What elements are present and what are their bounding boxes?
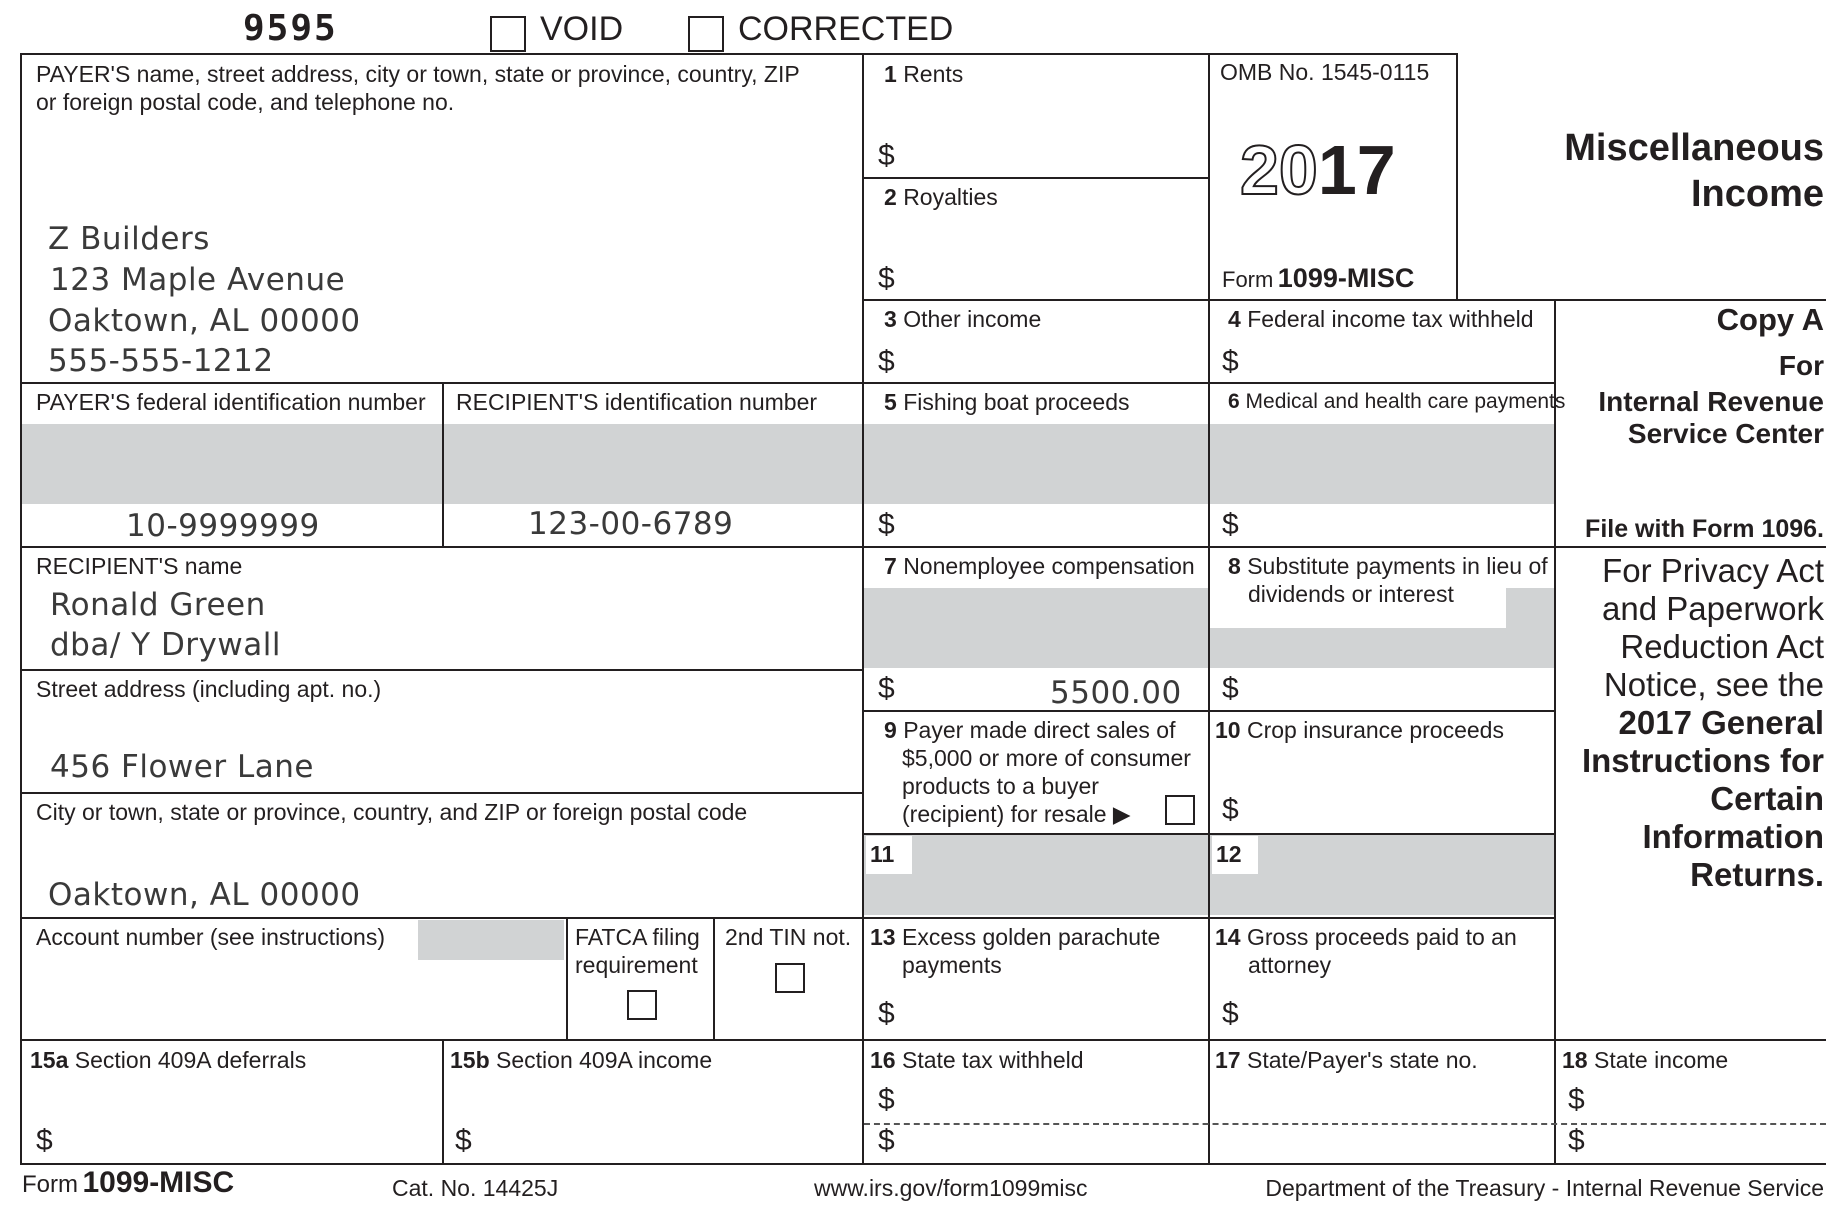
- grid-line: [20, 546, 1826, 548]
- privacy-line: Certain: [1710, 780, 1824, 817]
- privacy-line: Instructions for: [1581, 742, 1824, 779]
- copy-irs-line1: Internal Revenue: [1598, 386, 1824, 417]
- box16-label: 16 State tax withheld: [870, 1047, 1084, 1073]
- void-checkbox[interactable]: [490, 16, 526, 52]
- grid-line: [20, 53, 1458, 55]
- payer-tin: 10-9999999: [126, 508, 320, 544]
- privacy-line: 2017 General: [1618, 704, 1824, 741]
- box9-label-4: (recipient) for resale ▶: [902, 801, 1131, 827]
- payer-label-line2: or foreign postal code, and telephone no.: [36, 89, 455, 115]
- form-title-line2: Income: [1690, 173, 1824, 215]
- box7-dollar: $: [878, 672, 895, 705]
- grid-line: [713, 917, 715, 1039]
- box18-label: 18 State income: [1562, 1047, 1729, 1073]
- tax-year: [1240, 130, 1396, 210]
- payer-tin-shade: [22, 424, 442, 504]
- privacy-line: Notice, see the: [1603, 666, 1824, 703]
- box8-shade: [1210, 628, 1554, 668]
- box6-label: 6 Medical and health care payments: [1228, 390, 1566, 413]
- box4-dollar: $: [1222, 345, 1239, 378]
- box15b-dollar: $: [455, 1124, 472, 1157]
- box6-shade: [1210, 424, 1554, 504]
- account-shade: [418, 920, 564, 960]
- privacy-notice: [1582, 552, 1824, 894]
- box14-dollar: $: [1222, 997, 1239, 1030]
- copy-irs-line2: Service Center: [1627, 418, 1824, 449]
- privacy-line: and Paperwork: [1602, 590, 1824, 627]
- box17-label: 17 State/Payer's state no.: [1215, 1047, 1478, 1073]
- box12-label: 12: [1216, 841, 1242, 867]
- box3-label: 3 Other income: [884, 306, 1042, 332]
- file-with: File with Form 1096.: [1585, 515, 1824, 543]
- box9-label: 9 Payer made direct sales of: [884, 717, 1176, 743]
- grid-line: [1456, 53, 1458, 299]
- box8-shade-right: [1506, 588, 1554, 628]
- tax-year-outline: 20: [1240, 131, 1318, 209]
- fatca-checkbox[interactable]: [627, 990, 657, 1020]
- tax-year-bold: 17: [1317, 131, 1396, 209]
- box4-label: 4 Federal income tax withheld: [1228, 306, 1534, 332]
- box16-dollar: $: [878, 1083, 895, 1116]
- box5-shade: [864, 424, 1208, 504]
- box15a-dollar: $: [36, 1124, 53, 1157]
- street-label: Street address (including apt. no.): [36, 676, 382, 702]
- corrected-checkbox[interactable]: [688, 16, 724, 52]
- box7-amount: 5500.00: [1050, 675, 1182, 711]
- recipient-city: Oaktown, AL 00000: [48, 877, 361, 913]
- box11-label: 11: [870, 841, 895, 867]
- privacy-line: Reduction Act: [1620, 628, 1824, 665]
- box8-dollar: $: [1222, 672, 1239, 705]
- box14-label: 14 Gross proceeds paid to an: [1215, 924, 1517, 950]
- box9-checkbox[interactable]: [1165, 795, 1195, 825]
- box10-label: 10 Crop insurance proceeds: [1215, 717, 1504, 743]
- box7-label: 7 Nonemployee compensation: [884, 553, 1195, 579]
- box16-dollar-2: $: [878, 1124, 895, 1157]
- box2-label: 2 Royalties: [884, 184, 998, 210]
- box9-label-2: $5,000 or more of consumer: [902, 745, 1191, 771]
- recipient-tin-shade: [444, 424, 862, 504]
- payer-phone: 555-555-1212: [48, 343, 274, 379]
- box8-label-2: dividends or interest: [1248, 581, 1454, 607]
- box13-dollar: $: [878, 997, 895, 1030]
- recipient-street: 456 Flower Lane: [50, 749, 314, 785]
- payer-city: Oaktown, AL 00000: [48, 303, 361, 339]
- grid-line: [862, 53, 864, 1165]
- footer-cat-no: Cat. No. 14425J: [392, 1175, 559, 1201]
- privacy-line: Information: [1642, 818, 1824, 855]
- box8-label: 8 Substitute payments in lieu of: [1228, 553, 1548, 579]
- box15b-label: 15b Section 409A income: [450, 1047, 713, 1073]
- box18-dollar-2: $: [1568, 1124, 1585, 1157]
- grid-line: [442, 382, 444, 546]
- omb-number: OMB No. 1545-0115: [1220, 59, 1430, 85]
- box13-label-2: payments: [902, 952, 1002, 978]
- grid-line: [20, 53, 22, 1165]
- second-tin-label: 2nd TIN not.: [725, 924, 852, 950]
- box2-dollar: $: [878, 262, 895, 295]
- grid-line: [566, 917, 568, 1039]
- second-tin-checkbox[interactable]: [775, 963, 805, 993]
- box10-dollar: $: [1222, 793, 1239, 826]
- void-label: VOID: [540, 10, 624, 48]
- box11-shade: [864, 835, 1208, 915]
- fatca-label-2: requirement: [575, 952, 698, 978]
- privacy-line: Returns.: [1690, 856, 1824, 893]
- box5-label: 5 Fishing boat proceeds: [884, 389, 1130, 415]
- grid-line: [862, 833, 1556, 835]
- omb-form-name: Form 1099-MISC: [1222, 263, 1415, 293]
- footer-url: www.irs.gov/form1099misc: [814, 1175, 1088, 1201]
- box18-dollar: $: [1568, 1083, 1585, 1116]
- city-label: City or town, state or province, country, and ZIP or foreign postal code: [36, 799, 748, 825]
- form-title: Miscellaneous: [1564, 127, 1824, 169]
- box7-shade: [864, 588, 1208, 668]
- grid-line: [1208, 53, 1210, 1165]
- corrected-label: CORRECTED: [738, 10, 954, 48]
- grid-line: [862, 710, 1556, 712]
- privacy-line: For Privacy Act: [1602, 552, 1824, 589]
- grid-line: [862, 299, 1826, 301]
- box14-label-2: attorney: [1248, 952, 1332, 978]
- grid-line: [20, 917, 1556, 919]
- box1-dollar: $: [878, 139, 895, 172]
- box6-dollar: $: [1222, 508, 1239, 541]
- footer-dept: Department of the Treasury - Internal Revenue Service: [1265, 1175, 1824, 1201]
- copy-label: Copy A: [1716, 302, 1824, 337]
- box9-label-3: products to a buyer: [902, 773, 1099, 799]
- grid-line: [20, 382, 1556, 384]
- grid-line: [1554, 299, 1556, 1165]
- recipient-tin: 123-00-6789: [528, 506, 734, 542]
- grid-line: [862, 177, 1210, 179]
- account-label: Account number (see instructions): [36, 924, 385, 950]
- box15a-label: 15a Section 409A deferrals: [30, 1047, 307, 1073]
- recipient-tin-label: RECIPIENT'S identification number: [456, 389, 818, 415]
- fatca-label: FATCA filing: [575, 924, 700, 950]
- recipient-name: Ronald Green: [50, 587, 266, 623]
- footer-form-name: Form 1099-MISC: [22, 1166, 235, 1199]
- payer-street: 123 Maple Avenue: [50, 262, 346, 298]
- grid-line: [20, 792, 864, 794]
- box3-dollar: $: [878, 345, 895, 378]
- payer-label: PAYER'S name, street address, city or town, state or province, country, ZIP: [36, 61, 800, 87]
- grid-line: [20, 669, 864, 671]
- box12-shade: [1210, 835, 1554, 915]
- box5-dollar: $: [878, 508, 895, 541]
- payer-tin-label: PAYER'S federal identification number: [36, 389, 426, 415]
- copy-for: For: [1778, 350, 1824, 381]
- box1-label: 1 Rents: [884, 61, 964, 87]
- grid-line: [442, 1039, 444, 1165]
- recipient-dba: dba/ Y Drywall: [50, 627, 281, 663]
- grid-line: [20, 1039, 1826, 1041]
- recipient-name-label: RECIPIENT'S name: [36, 553, 243, 579]
- form-code: 9595: [243, 8, 338, 49]
- box13-label: 13 Excess golden parachute: [870, 924, 1161, 950]
- payer-name: Z Builders: [48, 221, 210, 257]
- state-divider: [864, 1123, 1826, 1125]
